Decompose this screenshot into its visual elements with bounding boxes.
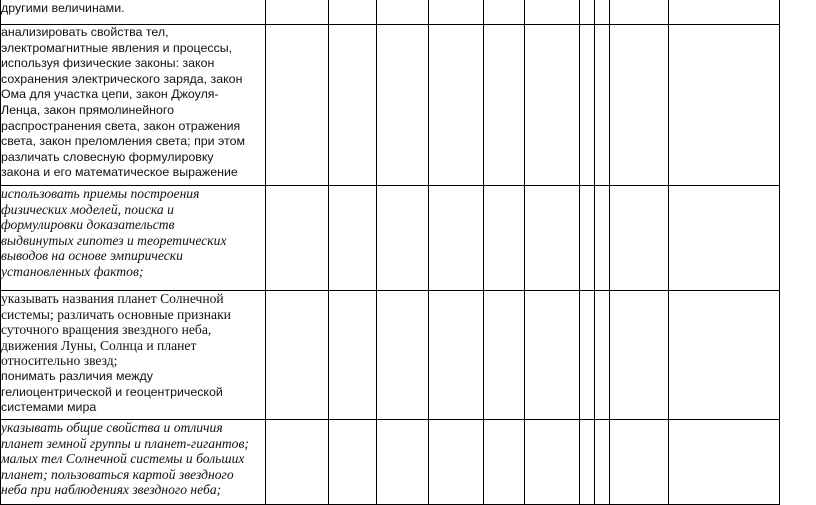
table-row xyxy=(1,186,780,291)
empty-grade-cell[interactable] xyxy=(265,0,328,25)
requirement-text-line: анализировать свойства тел, xyxy=(1,25,169,39)
requirement-text-line: планет земной группы и планет-гигантов; xyxy=(1,435,249,451)
requirement-text-line: распространения света, закон отражения xyxy=(1,118,241,133)
requirement-cell xyxy=(1,0,266,25)
requirement-text-line: относительно звезд; xyxy=(1,353,118,369)
empty-grade-cell[interactable] xyxy=(609,420,668,505)
requirement-text-line: планет; пользоваться картой звездного xyxy=(1,466,234,482)
empty-grade-cell[interactable] xyxy=(376,25,428,186)
empty-grade-cell[interactable] xyxy=(429,291,484,420)
requirement-text-line: использовать приемы построения xyxy=(1,186,200,201)
empty-grade-cell[interactable] xyxy=(580,186,595,291)
empty-grade-cell[interactable] xyxy=(429,186,484,291)
requirement-text-line: выдвинутых гипотез и теоретических xyxy=(1,232,227,248)
empty-grade-cell[interactable] xyxy=(580,25,595,186)
requirement-text-line: закона и его математическое выражение xyxy=(1,165,238,180)
empty-grade-cell[interactable] xyxy=(265,291,328,420)
requirement-cell xyxy=(1,25,266,186)
empty-grade-cell[interactable] xyxy=(483,0,524,25)
requirement-cell xyxy=(1,420,266,505)
requirement-text-line: малых тел Солнечной системы и больших xyxy=(1,451,245,467)
requirement-text-line: сохранения электрического заряда, закон xyxy=(1,71,243,86)
empty-grade-cell[interactable] xyxy=(328,186,376,291)
table-row xyxy=(1,420,780,505)
empty-grade-cell[interactable] xyxy=(668,420,779,505)
requirement-text-line: формулировки доказательств xyxy=(1,217,175,233)
empty-grade-cell[interactable] xyxy=(265,25,328,186)
empty-grade-cell[interactable] xyxy=(668,25,779,186)
empty-grade-cell[interactable] xyxy=(265,420,328,505)
requirement-text-line: гелиоцентрической и геоцентрической xyxy=(1,384,223,399)
requirement-text-line: указывать названия планет Солнечной xyxy=(1,291,224,306)
empty-grade-cell[interactable] xyxy=(609,291,668,420)
empty-grade-cell[interactable] xyxy=(483,25,524,186)
empty-grade-cell[interactable] xyxy=(609,0,668,25)
requirement-text-line: различать словесную формулировку xyxy=(1,149,214,164)
empty-grade-cell[interactable] xyxy=(376,291,428,420)
requirement-text-line: света, закон преломления света; при этом xyxy=(1,134,246,149)
empty-grade-cell[interactable] xyxy=(580,291,595,420)
empty-grade-cell[interactable] xyxy=(429,0,484,25)
empty-grade-cell[interactable] xyxy=(595,420,610,505)
empty-grade-cell[interactable] xyxy=(376,186,428,291)
requirement-text-line: указывать общие свойства и отличия xyxy=(1,420,223,435)
empty-grade-cell[interactable] xyxy=(328,420,376,505)
requirement-text-line: установленных фактов; xyxy=(1,263,144,279)
requirement-text-line: выводов на основе эмпирически xyxy=(1,248,183,264)
requirement-text-line: другими величинами. xyxy=(1,1,125,15)
empty-grade-cell[interactable] xyxy=(595,0,610,25)
requirement-cell xyxy=(1,186,266,291)
requirement-text-line: физических моделей, поиска и xyxy=(1,201,174,217)
table-row xyxy=(1,0,780,25)
empty-grade-cell[interactable] xyxy=(609,25,668,186)
empty-grade-cell[interactable] xyxy=(668,0,779,25)
empty-grade-cell[interactable] xyxy=(524,25,580,186)
empty-grade-cell[interactable] xyxy=(429,420,484,505)
empty-grade-cell[interactable] xyxy=(609,186,668,291)
empty-grade-cell[interactable] xyxy=(580,420,595,505)
requirement-text-line: системами мира xyxy=(1,400,97,415)
requirement-text-line: используя физические законы: закон xyxy=(1,56,215,71)
requirement-text-line: понимать различия между xyxy=(1,368,153,383)
empty-grade-cell[interactable] xyxy=(595,186,610,291)
table-row xyxy=(1,291,780,420)
empty-grade-cell[interactable] xyxy=(524,291,580,420)
requirement-text-line: Ленца, закон прямолинейного xyxy=(1,102,175,117)
empty-grade-cell[interactable] xyxy=(376,420,428,505)
requirement-text-line: суточного вращения звездного неба, xyxy=(1,322,212,338)
empty-grade-cell[interactable] xyxy=(328,25,376,186)
requirement-text-line: движения Луны, Солнца и планет xyxy=(1,337,197,353)
empty-grade-cell[interactable] xyxy=(328,0,376,25)
empty-grade-cell[interactable] xyxy=(668,291,779,420)
empty-grade-cell[interactable] xyxy=(595,25,610,186)
empty-grade-cell[interactable] xyxy=(524,420,580,505)
requirement-text-line: электромагнитные явления и процессы, xyxy=(1,40,233,55)
requirement-cell xyxy=(1,291,266,420)
requirement-text-line: Ома для участка цепи, закон Джоуля- xyxy=(1,87,219,102)
empty-grade-cell[interactable] xyxy=(524,0,580,25)
requirement-text-line: неба при наблюдениях звездного неба; xyxy=(1,482,222,498)
empty-grade-cell[interactable] xyxy=(668,186,779,291)
empty-grade-cell[interactable] xyxy=(483,420,524,505)
empty-grade-cell[interactable] xyxy=(429,25,484,186)
empty-grade-cell[interactable] xyxy=(524,186,580,291)
empty-grade-cell[interactable] xyxy=(580,0,595,25)
empty-grade-cell[interactable] xyxy=(328,291,376,420)
empty-grade-cell[interactable] xyxy=(483,291,524,420)
requirement-text-line: системы; различать основные признаки xyxy=(1,306,231,322)
empty-grade-cell[interactable] xyxy=(483,186,524,291)
empty-grade-cell[interactable] xyxy=(265,186,328,291)
table-row xyxy=(1,25,780,186)
empty-grade-cell[interactable] xyxy=(595,291,610,420)
empty-grade-cell[interactable] xyxy=(376,0,428,25)
